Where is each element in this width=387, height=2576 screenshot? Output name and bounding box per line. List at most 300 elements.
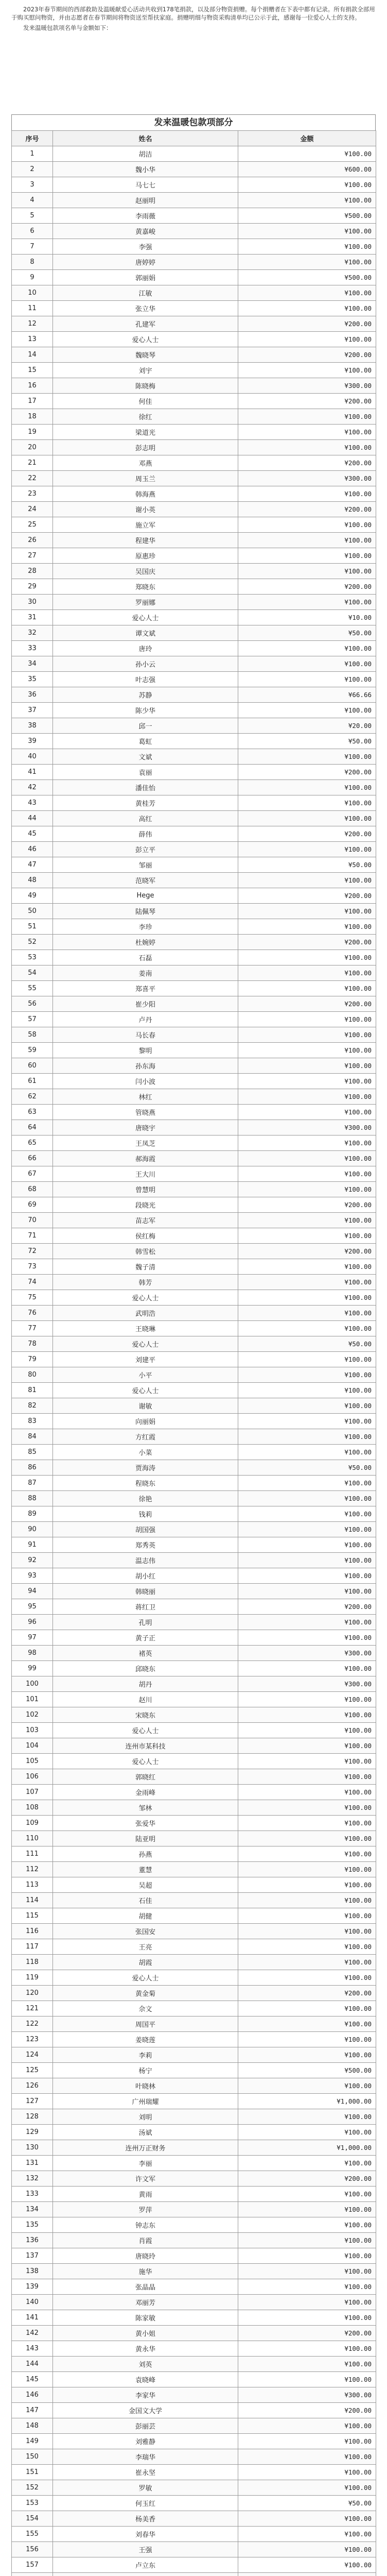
donor-name: 马七七	[53, 177, 238, 193]
donation-amount: ¥100.00	[238, 1537, 376, 1553]
table-row	[12, 795, 376, 811]
table-row	[12, 2295, 376, 2310]
row-number: 130	[12, 2140, 53, 2156]
donation-amount: ¥300.00	[238, 1646, 376, 1661]
donation-amount: ¥100.00	[238, 641, 376, 656]
donor-name: 石磊	[53, 950, 238, 965]
table-row	[12, 2573, 376, 2576]
table-row	[12, 270, 376, 285]
table-row	[12, 2094, 376, 2109]
table-row	[12, 2279, 376, 2295]
row-number: 73	[12, 1259, 53, 1275]
donation-amount: ¥100.00	[238, 950, 376, 965]
donor-name: 彭志明	[53, 440, 238, 455]
donor-name: 崔永坚	[53, 2465, 238, 2480]
donation-amount: ¥100.00	[238, 2109, 376, 2125]
donor-name: 郑喜平	[53, 981, 238, 996]
donation-amount: ¥200.00	[238, 347, 376, 363]
donor-name: 郑晓东	[53, 579, 238, 595]
table-header-row	[12, 131, 376, 146]
table-row	[12, 610, 376, 625]
donor-name: 广州瑞耀	[53, 2094, 238, 2109]
donor-name: 江敏	[53, 285, 238, 301]
donation-amount: ¥100.00	[238, 749, 376, 765]
table-row	[12, 301, 376, 316]
donation-amount: ¥100.00	[238, 1769, 376, 1785]
table-row	[12, 425, 376, 440]
header-amount: 金额	[238, 131, 376, 146]
donation-amount: ¥200.00	[238, 826, 376, 842]
row-number: 25	[12, 517, 53, 533]
donation-amount: ¥100.00	[238, 795, 376, 811]
row-number: 124	[12, 2047, 53, 2063]
donor-name: 周玉兰	[53, 471, 238, 486]
row-number: 15	[12, 363, 53, 378]
donation-amount: ¥100.00	[238, 425, 376, 440]
donation-amount: ¥100.00	[238, 1089, 376, 1105]
donor-name	[53, 2573, 238, 2576]
table-row	[12, 1661, 376, 1676]
donation-amount: ¥100.00	[238, 595, 376, 610]
donor-name: 孙东海	[53, 1058, 238, 1074]
table-row	[12, 873, 376, 888]
donation-amount: ¥100.00	[238, 1707, 376, 1723]
donation-amount: ¥100.00	[238, 1630, 376, 1646]
table-row	[12, 2480, 376, 2496]
donor-name: 黄嘉峻	[53, 224, 238, 239]
table-row	[12, 2326, 376, 2341]
row-number: 138	[12, 2264, 53, 2279]
donor-name: 黄子正	[53, 1630, 238, 1646]
donation-amount: ¥100.00	[238, 2542, 376, 2557]
donation-amount: ¥200.00	[238, 1599, 376, 1615]
row-number: 142	[12, 2326, 53, 2341]
table-row	[12, 2527, 376, 2542]
row-number: 155	[12, 2527, 53, 2542]
table-row	[12, 1445, 376, 1460]
table-row	[12, 1074, 376, 1089]
row-number: 8	[12, 255, 53, 270]
donation-amount: ¥100.00	[238, 2449, 376, 2465]
table-row	[12, 935, 376, 950]
table-row	[12, 533, 376, 548]
donation-amount: ¥100.00	[238, 533, 376, 548]
donor-name: 唐晓宇	[53, 1120, 238, 1136]
donor-name: 韩芳	[53, 1275, 238, 1290]
donor-name: 宋晓东	[53, 1707, 238, 1723]
row-number: 2	[12, 162, 53, 177]
table-row	[12, 595, 376, 610]
table-row	[12, 1336, 376, 1352]
donation-amount: ¥100.00	[238, 2434, 376, 2449]
row-number: 26	[12, 533, 53, 548]
row-number: 110	[12, 1831, 53, 1846]
donation-amount: ¥100.00	[238, 1568, 376, 1584]
donor-name: 爱心人士	[53, 1723, 238, 1738]
intro-text	[11, 5, 376, 34]
table-row	[12, 2449, 376, 2465]
row-number: 150	[12, 2449, 53, 2465]
row-number: 83	[12, 1414, 53, 1429]
donor-name: 谢小英	[53, 502, 238, 517]
row-number: 60	[12, 1058, 53, 1074]
table-row	[12, 1754, 376, 1769]
row-number: 121	[12, 2001, 53, 2016]
donor-name: 刘建平	[53, 1352, 238, 1367]
donation-amount: ¥100.00	[238, 2217, 376, 2233]
donation-amount: ¥100.00	[238, 1275, 376, 1290]
row-number: 71	[12, 1228, 53, 1244]
row-number: 112	[12, 1862, 53, 1877]
donor-name: 卢立东	[53, 2557, 238, 2573]
table-row	[12, 1058, 376, 1074]
row-number: 80	[12, 1367, 53, 1383]
row-number: 58	[12, 1027, 53, 1043]
row-number: 53	[12, 950, 53, 965]
donor-name: 许文军	[53, 2171, 238, 2187]
donor-name: 侯红梅	[53, 1228, 238, 1244]
donation-amount: ¥100.00	[238, 239, 376, 255]
table-row	[12, 255, 376, 270]
donation-amount: ¥200.00	[238, 579, 376, 595]
row-number: 49	[12, 888, 53, 904]
donation-amount: ¥50.00	[238, 1460, 376, 1476]
row-number: 148	[12, 2418, 53, 2434]
donation-amount: ¥300.00	[238, 1676, 376, 1692]
donor-name: 卢丹	[53, 1012, 238, 1027]
donation-amount: ¥300.00	[238, 2387, 376, 2403]
donor-name: 张立华	[53, 301, 238, 316]
row-number: 21	[12, 455, 53, 471]
donor-name: 陆亚明	[53, 1831, 238, 1846]
table-row	[12, 904, 376, 919]
table-row	[12, 1646, 376, 1661]
donation-amount: ¥100.00	[238, 1182, 376, 1197]
donor-name: 王大川	[53, 1166, 238, 1182]
table-row	[12, 2542, 376, 2557]
row-number: 111	[12, 1846, 53, 1862]
row-number: 31	[12, 610, 53, 625]
row-number: 39	[12, 734, 53, 749]
row-number: 144	[12, 2357, 53, 2372]
row-number: 10	[12, 285, 53, 301]
row-number: 27	[12, 548, 53, 564]
row-number: 133	[12, 2187, 53, 2202]
donation-amount: ¥200.00	[238, 1244, 376, 1259]
donation-amount: ¥100.00	[238, 1877, 376, 1893]
row-number: 1	[12, 146, 53, 162]
donation-amount: ¥200.00	[238, 316, 376, 332]
row-number: 132	[12, 2171, 53, 2187]
row-number: 129	[12, 2125, 53, 2140]
row-number: 56	[12, 996, 53, 1012]
table-row	[12, 316, 376, 332]
table-row	[12, 811, 376, 826]
table-row	[12, 394, 376, 409]
row-number	[12, 2573, 53, 2576]
table-row	[12, 1955, 376, 1970]
table-row	[12, 2140, 376, 2156]
donor-name: 黄桂芳	[53, 795, 238, 811]
table-row	[12, 1012, 376, 1027]
donor-name: 范晓军	[53, 873, 238, 888]
donation-amount: ¥100.00	[238, 1553, 376, 1568]
row-number: 157	[12, 2557, 53, 2573]
row-number: 134	[12, 2202, 53, 2217]
donation-amount: ¥100.00	[238, 2357, 376, 2372]
donation-amount: ¥100.00	[238, 2233, 376, 2248]
table-row	[12, 2310, 376, 2326]
donor-name: 叶志强	[53, 672, 238, 687]
row-number: 97	[12, 1630, 53, 1646]
donation-amount: ¥100.00	[238, 517, 376, 533]
row-number: 24	[12, 502, 53, 517]
donation-amount: ¥200.00	[238, 1197, 376, 1213]
donation-amount: ¥100.00	[238, 1414, 376, 1429]
table-row	[12, 2248, 376, 2264]
donation-amount: ¥100.00	[238, 2279, 376, 2295]
donor-name: 李强	[53, 239, 238, 255]
donation-amount: ¥100.00	[238, 811, 376, 826]
table-row	[12, 888, 376, 904]
donation-amount: ¥100.00	[238, 1012, 376, 1027]
donation-amount: ¥100.00	[238, 1213, 376, 1228]
donor-name: 吴国庆	[53, 564, 238, 579]
table-row	[12, 1429, 376, 1445]
donation-amount: ¥100.00	[238, 2047, 376, 2063]
table-row	[12, 2357, 376, 2372]
table-row	[12, 564, 376, 579]
table-row	[12, 672, 376, 687]
row-number: 55	[12, 981, 53, 996]
row-number: 76	[12, 1306, 53, 1321]
donation-amount: ¥100.00	[238, 2125, 376, 2140]
row-number: 72	[12, 1244, 53, 1259]
donor-name: 魏小华	[53, 162, 238, 177]
donor-name: 陈家敏	[53, 2310, 238, 2326]
donation-amount: ¥200.00	[238, 935, 376, 950]
table-row	[12, 347, 376, 363]
donor-name: 李瑞华	[53, 2449, 238, 2465]
donor-name: 黄永华	[53, 2341, 238, 2357]
donor-name: 胡小红	[53, 1568, 238, 1584]
row-number: 77	[12, 1321, 53, 1336]
donor-name: 金国文大学	[53, 2403, 238, 2418]
table-row	[12, 455, 376, 471]
donation-amount: ¥100.00	[238, 146, 376, 162]
table-row	[12, 1738, 376, 1754]
row-number: 122	[12, 2016, 53, 2032]
row-number: 13	[12, 332, 53, 347]
table-row	[12, 1831, 376, 1846]
donor-name: 陈晓梅	[53, 378, 238, 394]
donor-name: 爱心人士	[53, 1970, 238, 1986]
table-row	[12, 718, 376, 734]
donor-name: 谭文斌	[53, 625, 238, 641]
row-number: 104	[12, 1738, 53, 1754]
table-row	[12, 1506, 376, 1522]
table-row	[12, 162, 376, 177]
table-row	[12, 1275, 376, 1290]
row-number: 42	[12, 780, 53, 795]
donation-amount: ¥100.00	[238, 2418, 376, 2434]
donation-amount: ¥100.00	[238, 1615, 376, 1630]
donation-amount: ¥500.00	[238, 2063, 376, 2078]
table-row	[12, 2187, 376, 2202]
row-number: 86	[12, 1460, 53, 1476]
donor-name: 钱莉	[53, 1506, 238, 1522]
donor-name: 爱心人士	[53, 332, 238, 347]
table-row	[12, 1630, 376, 1646]
donor-name: 罗丽娜	[53, 595, 238, 610]
row-number: 32	[12, 625, 53, 641]
donation-amount: ¥200.00	[238, 996, 376, 1012]
table-row	[12, 2496, 376, 2511]
table-row	[12, 734, 376, 749]
table-row	[12, 2032, 376, 2047]
donation-amount: ¥100.00	[238, 1166, 376, 1182]
donation-amount: ¥500.00	[238, 208, 376, 224]
table-row	[12, 1259, 376, 1275]
donation-amount: ¥50.00	[238, 734, 376, 749]
table-row	[12, 687, 376, 703]
table-row	[12, 2387, 376, 2403]
table-row	[12, 1105, 376, 1120]
row-number: 40	[12, 749, 53, 765]
row-number: 37	[12, 703, 53, 718]
donation-amount: ¥200.00	[238, 2171, 376, 2187]
table-row	[12, 1383, 376, 1398]
row-number: 85	[12, 1445, 53, 1460]
donation-amount: ¥100.00	[238, 2480, 376, 2496]
table-row	[12, 1491, 376, 1506]
donation-amount: ¥200.00	[238, 765, 376, 780]
table-row	[12, 765, 376, 780]
donation-amount: ¥1,000.00	[238, 2140, 376, 2156]
donor-name: Hege	[53, 888, 238, 904]
row-number: 74	[12, 1275, 53, 1290]
row-number: 128	[12, 2109, 53, 2125]
donation-amount: ¥100.00	[238, 1228, 376, 1244]
donation-amount: ¥100.00	[238, 1924, 376, 1939]
donor-name: 武明浩	[53, 1306, 238, 1321]
donation-amount: ¥100.00	[238, 1862, 376, 1877]
donation-amount: ¥10.00	[238, 610, 376, 625]
row-number: 17	[12, 394, 53, 409]
row-number: 22	[12, 471, 53, 486]
donor-name: 黄金菊	[53, 1986, 238, 2001]
donation-amount: ¥100.00	[238, 1151, 376, 1166]
donation-amount: ¥100.00	[238, 1321, 376, 1336]
donation-amount: ¥100.00	[238, 177, 376, 193]
row-number: 118	[12, 1955, 53, 1970]
row-number: 114	[12, 1893, 53, 1908]
donation-amount: ¥100.00	[238, 656, 376, 672]
donor-name: 魏晓琴	[53, 347, 238, 363]
donor-name: 汤斌	[53, 2125, 238, 2140]
table-row	[12, 1707, 376, 1723]
donation-amount: ¥100.00	[238, 981, 376, 996]
donation-amount: ¥100.00	[238, 301, 376, 316]
table-row	[12, 1414, 376, 1429]
donation-amount: ¥100.00	[238, 2016, 376, 2032]
donor-name: 胡霞	[53, 1955, 238, 1970]
donor-name: 陆佩琴	[53, 904, 238, 919]
donor-name: 黎明	[53, 1043, 238, 1058]
donor-name: 程建华	[53, 533, 238, 548]
donation-rows	[12, 146, 376, 2576]
row-number: 100	[12, 1676, 53, 1692]
row-number: 151	[12, 2465, 53, 2480]
table-row	[12, 2202, 376, 2217]
table-row	[12, 1939, 376, 1955]
donor-name: 姜晓莲	[53, 2032, 238, 2047]
table-row	[12, 703, 376, 718]
donor-name: 爱心人士	[53, 1754, 238, 1769]
row-number: 127	[12, 2094, 53, 2109]
donation-amount: ¥200.00	[238, 1986, 376, 2001]
table-row	[12, 146, 376, 162]
donation-amount: ¥100.00	[238, 1738, 376, 1754]
donor-name: 徐红	[53, 409, 238, 425]
table-row	[12, 409, 376, 425]
row-number: 98	[12, 1646, 53, 1661]
table-row	[12, 471, 376, 486]
donor-name: 李雨薇	[53, 208, 238, 224]
donation-amount: ¥50.00	[238, 625, 376, 641]
donation-amount: ¥100.00	[238, 1831, 376, 1846]
donation-amount: ¥100.00	[238, 255, 376, 270]
table-row	[12, 1970, 376, 1986]
donation-amount: ¥100.00	[238, 548, 376, 564]
table-row	[12, 224, 376, 239]
donor-name: 胡健	[53, 1908, 238, 1924]
row-number: 145	[12, 2372, 53, 2387]
donation-amount: ¥100.00	[238, 1043, 376, 1058]
table-row	[12, 239, 376, 255]
table-row	[12, 579, 376, 595]
row-number: 105	[12, 1754, 53, 1769]
table-row	[12, 1676, 376, 1692]
donation-amount: ¥100.00	[238, 1785, 376, 1800]
donation-amount: ¥100.00	[238, 1058, 376, 1074]
donation-amount: ¥300.00	[238, 471, 376, 486]
table-row	[12, 1522, 376, 1537]
row-number: 20	[12, 440, 53, 455]
donor-name: 爱心人士	[53, 1336, 238, 1352]
table-row	[12, 1120, 376, 1136]
donor-name: 徐艳	[53, 1491, 238, 1506]
donor-name: 小菜	[53, 1445, 238, 1460]
donor-name: 罗敏	[53, 2480, 238, 2496]
row-number: 78	[12, 1336, 53, 1352]
table-row	[12, 2171, 376, 2187]
donation-amount: ¥100.00	[238, 1352, 376, 1367]
row-number: 113	[12, 1877, 53, 1893]
table-row	[12, 981, 376, 996]
donor-name: 佘文	[53, 2001, 238, 2016]
donor-name: 邹丽	[53, 857, 238, 873]
donation-amount: ¥100.00	[238, 1816, 376, 1831]
row-number: 52	[12, 935, 53, 950]
row-number: 64	[12, 1120, 53, 1136]
donor-name: 李珍	[53, 919, 238, 935]
table-row	[12, 208, 376, 224]
donor-name: 韩晓丽	[53, 1584, 238, 1599]
table-row	[12, 1816, 376, 1831]
donation-amount: ¥200.00	[238, 888, 376, 904]
table-row	[12, 1460, 376, 1476]
